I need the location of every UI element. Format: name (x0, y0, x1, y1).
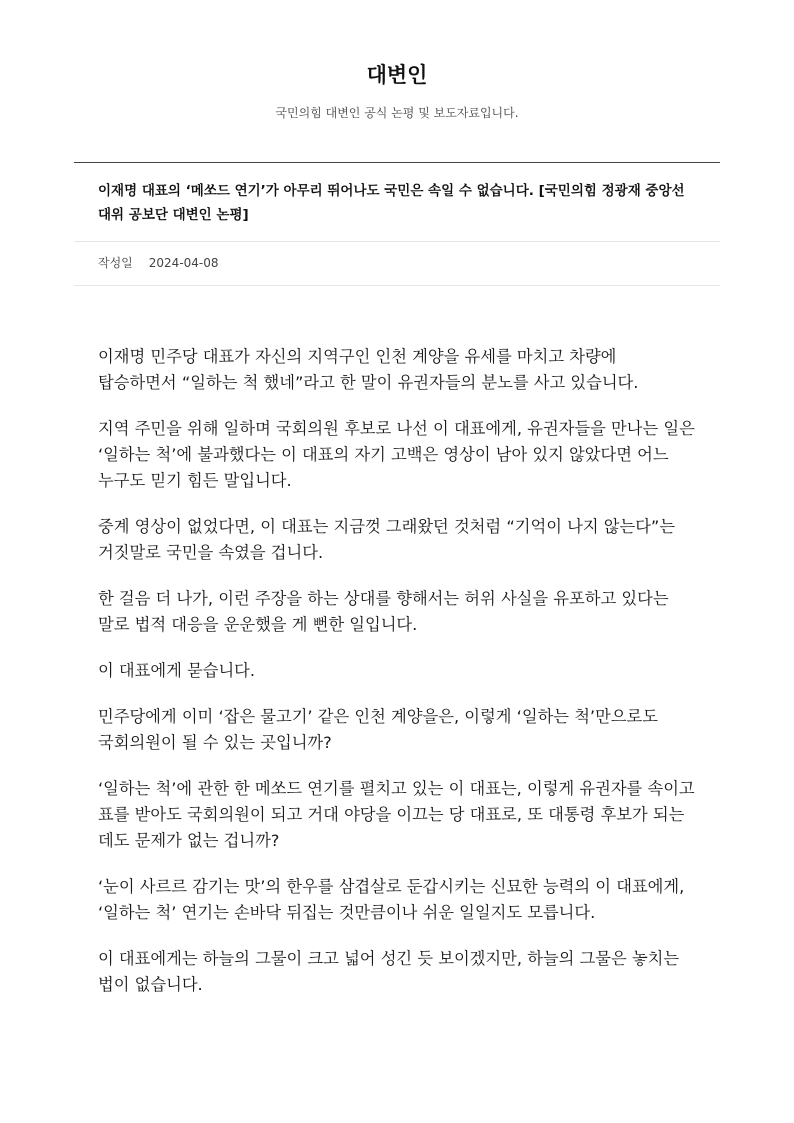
site-title[interactable]: 대변인 (366, 63, 428, 87)
paragraph-6: 민주당에게 이미 ‘잡은 물고기’ 같은 인천 계양을은, 이렇게 ‘일하는 척’만으로도 국회의원이 될 수 있는 곳입니까? (98, 707, 659, 752)
post-date: 2024-04-08 (148, 256, 219, 270)
post-meta (74, 242, 720, 286)
paragraph-2: 지역 주민을 위해 일하며 국회의원 후보로 나선 이 대표에게, 유권자들을 만나는 일은 ‘일하는 척’에 불과했다는 이 대표의 자기 고백은 영상이 남아 있지 않았다면 어느 누구도 믿기 힘든 말입니다. (98, 419, 695, 490)
post-title: 이재명 대표의 ‘메쏘드 연기’가 아무리 뛰어나도 국민은 속일 수 없습니다. [국민의힘 정광재 중앙선대위 공보단 대변인 논평] (74, 163, 720, 242)
paragraph-9: 이 대표에게는 하늘의 그물이 크고 넓어 성긴 듯 보이겠지만, 하늘의 그물은 놓치는 법이 없습니다. (98, 949, 680, 994)
paragraph-1: 이재명 민주당 대표가 자신의 지역구인 인천 계양을 유세를 마치고 차량에 탑승하면서 “일하는 척 했네”라고 한 말이 유권자들의 분노를 사고 있습니다. (98, 347, 639, 392)
paragraph-5: 이 대표에게 묻습니다. (98, 661, 256, 680)
paragraph-8: ‘눈이 사르르 감기는 맛’의 한우를 삼겹살로 둔갑시키는 신묘한 능력의 이 대표에게, ‘일하는 척’ 연기는 손바닥 뒤집는 것만큼이나 쉬운 일일지도 모릅니다. (98, 877, 685, 922)
paragraph-3: 중계 영상이 없었다면, 이 대표는 지금껏 그래왔던 것처럼 “기억이 나지 않는다”는 거짓말로 국민을 속였을 겁니다. (98, 517, 676, 562)
meta-label: 작성일 (98, 256, 133, 270)
paragraph-7: ‘일하는 척’에 관한 한 메쏘드 연기를 펼치고 있는 이 대표는, 이렇게 유권자를 속이고 표를 받아도 국회의원이 되고 거대 야당을 이끄는 당 대표로, 또 대통령 후보가 되는 데도 문제가 없는 겁니까? (98, 779, 695, 850)
paragraph-4: 한 걸음 더 나가, 이런 주장을 하는 상대를 향해서는 허위 사실을 유포하고 있다는 말로 법적 대응을 운운했을 게 뻔한 일입니다. (98, 589, 669, 634)
site-subtitle: 국민의힘 대변인 공식 논평 및 보도자료입니다. (275, 106, 519, 120)
site-header (0, 58, 794, 122)
post-header (74, 162, 720, 286)
article-body (98, 344, 698, 1018)
